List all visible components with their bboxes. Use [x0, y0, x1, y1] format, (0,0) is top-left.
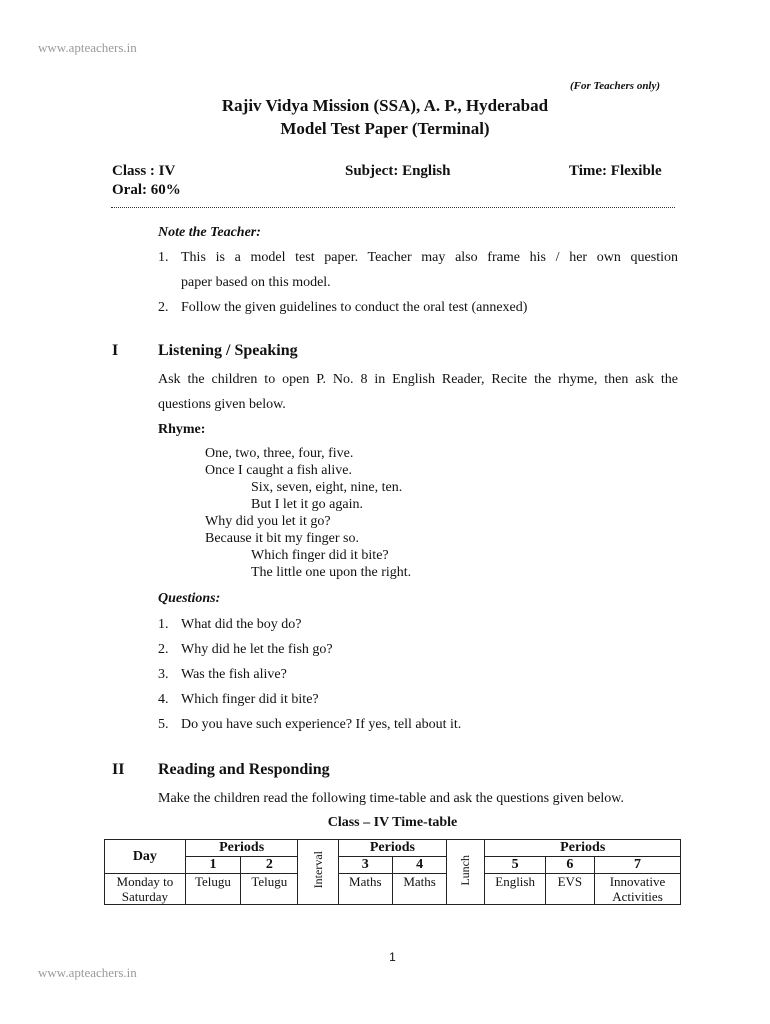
- lunch-label: Lunch: [458, 854, 473, 886]
- rhyme-line: Once I caught a fish alive.: [205, 463, 352, 478]
- question-text: Why did he let the fish go?: [181, 642, 333, 657]
- for-teachers-note: (For Teachers only): [570, 80, 661, 92]
- timetable: [104, 839, 681, 905]
- section-intro: Ask the children to open P. No. 8 in English Reader, Recite the rhyme, then ask the: [158, 372, 678, 387]
- class-label: Class : IV: [112, 163, 176, 179]
- watermark-top: www.apteachers.in: [38, 40, 137, 55]
- rhyme-line: Six, seven, eight, nine, ten.: [251, 480, 403, 495]
- section-title: Listening / Speaking: [158, 342, 298, 359]
- oral-label: Oral: 60%: [112, 182, 181, 198]
- interval-label: Interval: [310, 851, 325, 889]
- rhyme-line: The little one upon the right.: [251, 565, 412, 580]
- document-title-line2: Model Test Paper (Terminal): [280, 119, 490, 138]
- question-text: Was the fish alive?: [181, 667, 287, 682]
- note-item-text: paper based on this model.: [181, 275, 331, 290]
- question-number: 2.: [158, 642, 169, 657]
- rhyme-line: Which finger did it bite?: [251, 548, 389, 563]
- interval-cell: [298, 840, 338, 905]
- question-text: Do you have such experience? If yes, tell about it.: [181, 717, 462, 732]
- note-item-number: 1.: [158, 250, 169, 265]
- document-title-line1: Rajiv Vidya Mission (SSA), A. P., Hyderabad: [221, 96, 549, 115]
- dotted-separator: [111, 207, 675, 208]
- rhyme-line: But I let it go again.: [251, 497, 363, 512]
- periods-header: Periods: [485, 840, 681, 857]
- section-title: Reading and Responding: [158, 761, 330, 778]
- subject-cell: English: [485, 874, 545, 905]
- question-text: Which finger did it bite?: [181, 692, 319, 707]
- question-number: 3.: [158, 667, 169, 682]
- questions-heading: Questions:: [158, 591, 221, 606]
- section-intro: Make the children read the following time-table and ask the questions given below.: [158, 791, 625, 806]
- day-cell: Monday to Saturday: [105, 874, 186, 905]
- note-list: [0, 245, 770, 325]
- note-item-text: Follow the given guidelines to conduct the oral test (annexed): [181, 300, 528, 315]
- note-item-number: 2.: [158, 300, 169, 315]
- questions-list: [0, 612, 770, 742]
- question-text: What did the boy do?: [181, 617, 302, 632]
- time-label: Time: Flexible: [569, 163, 662, 179]
- period-number: 5: [485, 857, 545, 874]
- question-number: 1.: [158, 617, 169, 632]
- note-heading: Note the Teacher:: [158, 225, 261, 240]
- subject-cell: Innovative Activities: [594, 874, 680, 905]
- subject-cell: Maths: [392, 874, 446, 905]
- rhyme-heading: Rhyme:: [158, 422, 206, 437]
- period-number: 1: [185, 857, 240, 874]
- subject-cell: Telugu: [241, 874, 298, 905]
- subject-cell: Telugu: [185, 874, 240, 905]
- watermark-bottom: www.apteachers.in: [38, 965, 137, 980]
- rhyme-line: Because it bit my finger so.: [205, 531, 359, 546]
- subject-cell: Maths: [338, 874, 392, 905]
- note-item-text: This is a model test paper. Teacher may also frame his / her own question: [181, 250, 678, 265]
- section-number: I: [112, 342, 119, 359]
- rhyme-line: Why did you let it go?: [205, 514, 331, 529]
- section-number: II: [112, 761, 125, 778]
- subject-cell: EVS: [545, 874, 594, 905]
- period-number: 3: [338, 857, 392, 874]
- section-intro: questions given below.: [158, 397, 286, 412]
- question-number: 5.: [158, 717, 169, 732]
- periods-header: Periods: [185, 840, 298, 857]
- question-number: 4.: [158, 692, 169, 707]
- period-number: 2: [241, 857, 298, 874]
- period-number: 4: [392, 857, 446, 874]
- rhyme-line: One, two, three, four, five.: [205, 446, 354, 461]
- subject-label: Subject: English: [345, 163, 451, 179]
- period-number: 7: [594, 857, 680, 874]
- day-header: Day: [105, 840, 186, 874]
- timetable-caption: Class – IV Time-table: [327, 815, 458, 830]
- lunch-cell: [447, 840, 485, 905]
- period-number: 6: [545, 857, 594, 874]
- rhyme-block: [0, 446, 770, 586]
- page-number: 1: [389, 950, 396, 964]
- periods-header: Periods: [338, 840, 447, 857]
